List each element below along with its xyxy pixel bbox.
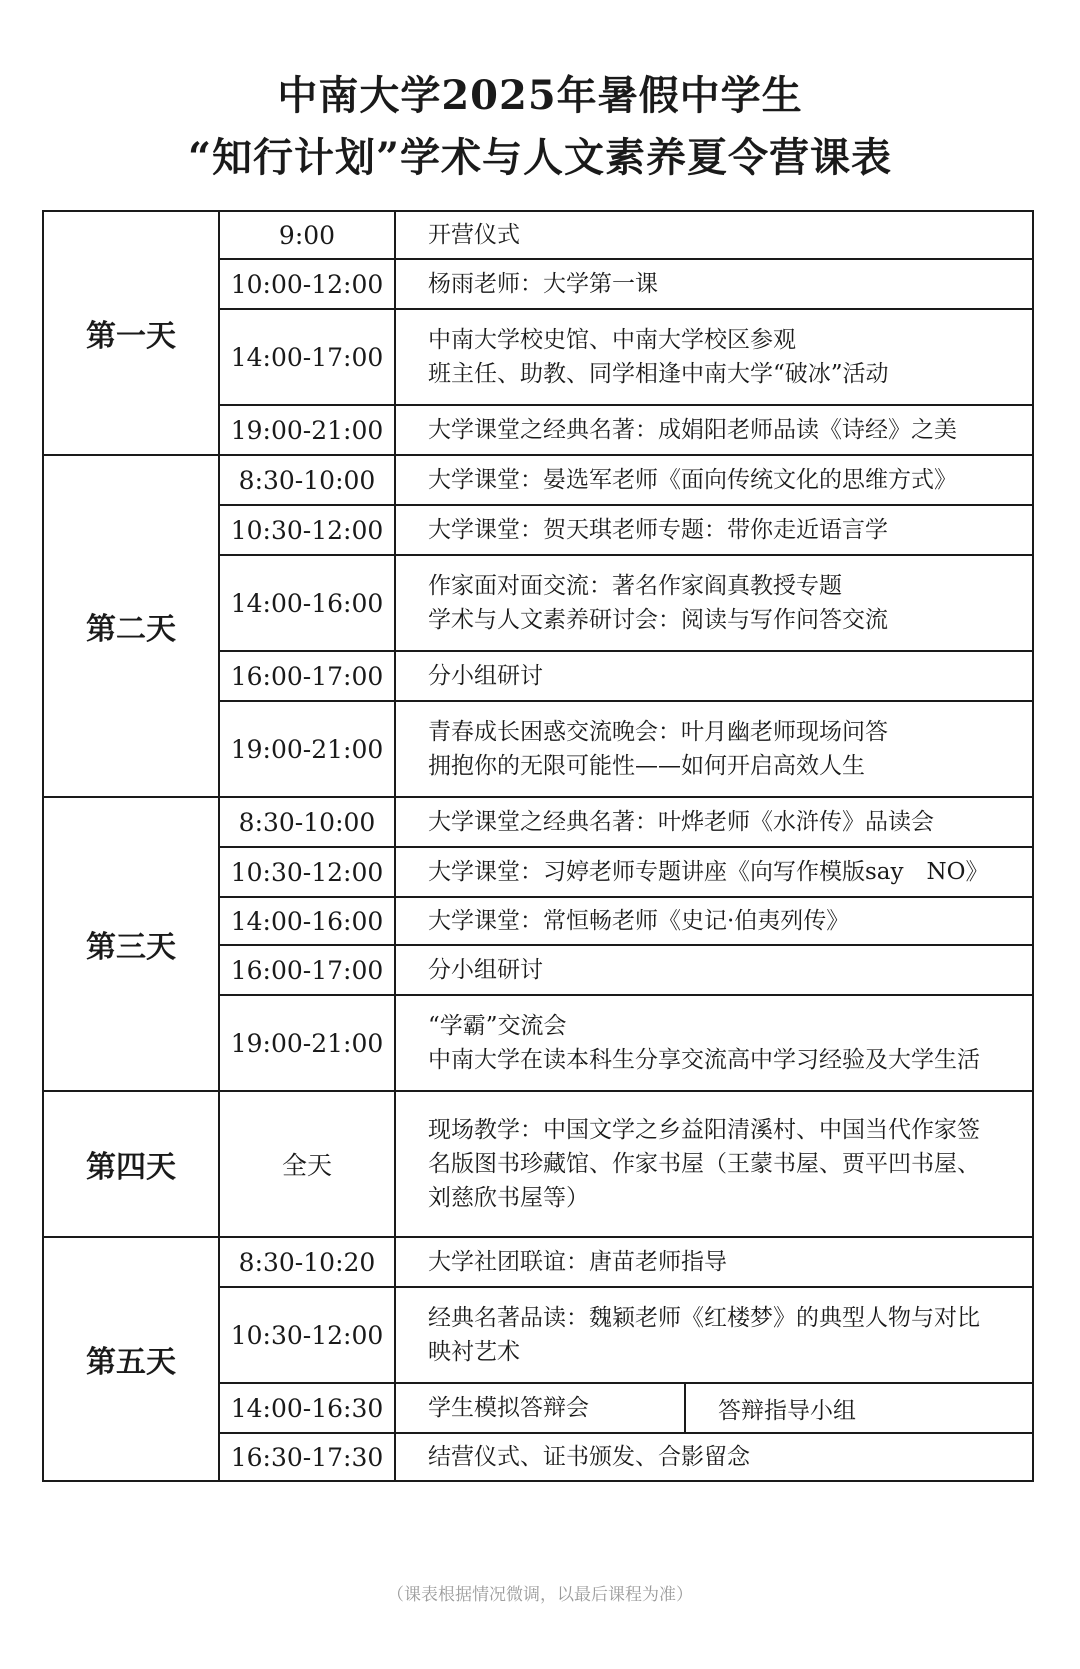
activity-line: 开营仪式 [428, 222, 520, 248]
table-row [43, 1091, 1033, 1237]
activity-line: 现场教学：中国文学之乡益阳清溪村、中国当代作家签 [428, 1117, 980, 1143]
title-line-2: “知行计划”学术与人文素养夏令营课表 [187, 134, 892, 181]
activity-line: 大学课堂：习婷老师专题讲座《向写作模版say NO》 [428, 859, 989, 885]
activity-line: 大学课堂：贺天琪老师专题：带你走近语言学 [428, 517, 888, 543]
time-cell: 19:00-21:00 [219, 405, 395, 455]
activity-cell [395, 701, 1033, 797]
activity-line: 分小组研讨 [428, 957, 543, 983]
activity-line: 中南大学在读本科生分享交流高中学习经验及大学生活 [428, 1047, 980, 1073]
activity-line: 名版图书珍藏馆、作家书屋（王蒙书屋、贾平凹书屋、 [428, 1151, 980, 1177]
activity-extra-cell: 答辩指导小组 [685, 1383, 1033, 1433]
activity-line: 拥抱你的无限可能性——如何开启高效人生 [428, 753, 865, 779]
activity-cell [395, 1091, 1033, 1237]
table-row [43, 797, 1033, 847]
time-cell: 10:00-12:00 [219, 259, 395, 309]
time-cell: 14:00-16:00 [219, 897, 395, 945]
activity-cell [395, 405, 1033, 455]
activity-line: 经典名著品读：魏颖老师《红楼梦》的典型人物与对比 [428, 1305, 980, 1331]
table-row [43, 455, 1033, 505]
activity-cell [395, 847, 1033, 897]
activity-cell [395, 1287, 1033, 1383]
time-cell: 8:30-10:00 [219, 797, 395, 847]
time-cell: 10:30-12:00 [219, 847, 395, 897]
activity-line: 学生模拟答辩会 [428, 1395, 589, 1421]
activity-line: 结营仪式、证书颁发、合影留念 [428, 1444, 750, 1470]
activity-line: 大学课堂：常恒畅老师《史记·伯夷列传》 [428, 908, 850, 934]
activity-line: 刘慈欣书屋等） [428, 1185, 589, 1211]
day-label: 第四天 [43, 1091, 219, 1237]
activity-line: 青春成长困惑交流晚会：叶月幽老师现场问答 [428, 719, 888, 745]
activity-cell [395, 505, 1033, 555]
activity-cell [395, 897, 1033, 945]
activity-cell [395, 211, 1033, 259]
title-line-1: 中南大学2025年暑假中学生 [277, 72, 803, 119]
day-label: 第五天 [43, 1237, 219, 1481]
time-cell: 14:00-16:00 [219, 555, 395, 651]
activity-line: 中南大学校史馆、中南大学校区参观 [428, 327, 796, 353]
activity-line: 分小组研讨 [428, 663, 543, 689]
activity-line: 映衬艺术 [428, 1339, 520, 1365]
activity-line: 大学课堂之经典名著：成娟阳老师品读《诗经》之美 [428, 417, 957, 443]
time-cell: 10:30-12:00 [219, 505, 395, 555]
activity-line: 大学社团联谊：唐苗老师指导 [428, 1249, 727, 1275]
time-cell: 9:00 [219, 211, 395, 259]
time-cell: 19:00-21:00 [219, 995, 395, 1091]
table-row [43, 211, 1033, 259]
schedule-table [42, 210, 1034, 1482]
day-label: 第三天 [43, 797, 219, 1091]
day-label: 第一天 [43, 211, 219, 455]
footer-note: （课表根据情况微调，以最后课程为准） [387, 1585, 693, 1605]
activity-cell [395, 1237, 1033, 1287]
activity-cell [395, 651, 1033, 701]
time-cell: 16:00-17:00 [219, 651, 395, 701]
time-cell: 10:30-12:00 [219, 1287, 395, 1383]
activity-cell [395, 1433, 1033, 1481]
time-cell: 16:00-17:00 [219, 945, 395, 995]
activity-line: 杨雨老师：大学第一课 [428, 271, 658, 297]
table-row [43, 1237, 1033, 1287]
activity-line: 学术与人文素养研讨会：阅读与写作问答交流 [428, 607, 888, 633]
time-cell: 14:00-16:30 [219, 1383, 395, 1433]
day-label: 第二天 [43, 455, 219, 797]
activity-cell [395, 555, 1033, 651]
activity-line: 作家面对面交流：著名作家阎真教授专题 [428, 573, 842, 599]
activity-cell [395, 309, 1033, 405]
time-cell: 19:00-21:00 [219, 701, 395, 797]
activity-cell [395, 259, 1033, 309]
time-cell: 全天 [219, 1091, 395, 1237]
activity-cell [395, 995, 1033, 1091]
time-cell: 14:00-17:00 [219, 309, 395, 405]
activity-cell [395, 455, 1033, 505]
time-cell: 8:30-10:00 [219, 455, 395, 505]
time-cell: 16:30-17:30 [219, 1433, 395, 1481]
activity-cell [395, 797, 1033, 847]
activity-line: 大学课堂之经典名著：叶烨老师《水浒传》品读会 [428, 809, 934, 835]
activity-line: “学霸”交流会 [428, 1013, 567, 1039]
time-cell: 8:30-10:20 [219, 1237, 395, 1287]
activity-cell [395, 1383, 685, 1433]
activity-cell [395, 945, 1033, 995]
activity-line: 班主任、助教、同学相逢中南大学“破冰”活动 [428, 361, 889, 387]
activity-line: 大学课堂：晏选军老师《面向传统文化的思维方式》 [428, 467, 957, 493]
